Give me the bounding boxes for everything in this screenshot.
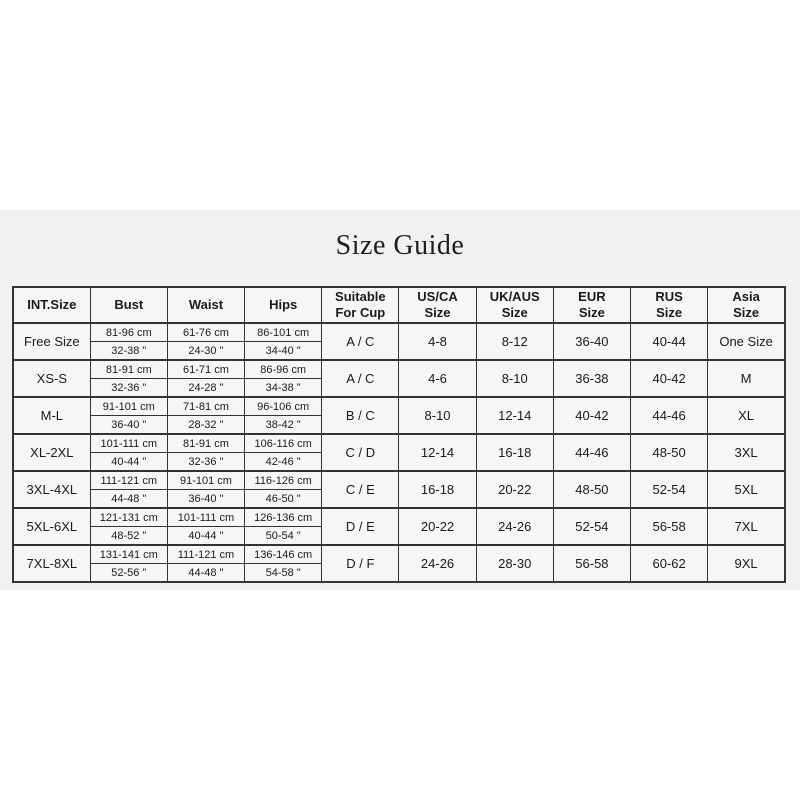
cell-bust-in: 32-38 " <box>90 342 167 361</box>
page-title: Size Guide <box>335 230 465 261</box>
cell-cup: C / D <box>322 434 399 471</box>
cell-waist-in: 44-48 " <box>167 564 244 583</box>
col-header-rus: RUS Size <box>631 287 708 323</box>
table-row <box>13 360 785 379</box>
cell-hips-in: 46-50 " <box>245 490 322 509</box>
cell-bust-cm: 81-91 cm <box>90 360 167 379</box>
cell-uk-aus: 24-26 <box>476 508 553 545</box>
cell-bust-in: 48-52 " <box>90 527 167 546</box>
cell-eur: 36-38 <box>553 360 630 397</box>
cell-bust-cm: 131-141 cm <box>90 545 167 564</box>
col-header-hips: Hips <box>245 287 322 323</box>
cell-hips-cm: 106-116 cm <box>245 434 322 453</box>
cell-uk-aus: 20-22 <box>476 471 553 508</box>
col-header-bust: Bust <box>90 287 167 323</box>
cell-eur: 40-42 <box>553 397 630 434</box>
cell-asia: One Size <box>708 323 785 360</box>
cell-bust-in: 40-44 " <box>90 453 167 472</box>
cell-asia: 3XL <box>708 434 785 471</box>
cell-rus: 40-42 <box>631 360 708 397</box>
cell-hips-cm: 86-96 cm <box>245 360 322 379</box>
cell-us-ca: 4-8 <box>399 323 476 360</box>
cell-hips-in: 38-42 " <box>245 416 322 435</box>
cell-bust-cm: 91-101 cm <box>90 397 167 416</box>
cell-cup: C / E <box>322 471 399 508</box>
cell-bust-in: 52-56 " <box>90 564 167 583</box>
cell-waist-cm: 71-81 cm <box>167 397 244 416</box>
cell-int-size: 3XL-4XL <box>13 471 90 508</box>
cell-waist-in: 36-40 " <box>167 490 244 509</box>
col-header-cup: Suitable For Cup <box>322 287 399 323</box>
cell-hips-in: 42-46 " <box>245 453 322 472</box>
cell-cup: D / E <box>322 508 399 545</box>
col-header-us-ca: US/CA Size <box>399 287 476 323</box>
table-row <box>13 434 785 453</box>
cell-uk-aus: 16-18 <box>476 434 553 471</box>
cell-uk-aus: 8-10 <box>476 360 553 397</box>
table-row <box>13 545 785 564</box>
cell-waist-cm: 61-71 cm <box>167 360 244 379</box>
cell-bust-cm: 111-121 cm <box>90 471 167 490</box>
cell-bust-cm: 81-96 cm <box>90 323 167 342</box>
cell-uk-aus: 12-14 <box>476 397 553 434</box>
cell-hips-cm: 136-146 cm <box>245 545 322 564</box>
table-header-row <box>13 287 785 323</box>
cell-eur: 36-40 <box>553 323 630 360</box>
cell-int-size: 5XL-6XL <box>13 508 90 545</box>
table-row <box>13 508 785 527</box>
cell-hips-cm: 126-136 cm <box>245 508 322 527</box>
cell-cup: A / C <box>322 360 399 397</box>
table-row <box>13 323 785 342</box>
cell-hips-in: 34-38 " <box>245 379 322 398</box>
cell-eur: 56-58 <box>553 545 630 582</box>
cell-asia: 9XL <box>708 545 785 582</box>
cell-waist-cm: 81-91 cm <box>167 434 244 453</box>
cell-waist-in: 28-32 " <box>167 416 244 435</box>
cell-hips-in: 50-54 " <box>245 527 322 546</box>
cell-eur: 48-50 <box>553 471 630 508</box>
cell-waist-in: 24-30 " <box>167 342 244 361</box>
cell-rus: 52-54 <box>631 471 708 508</box>
cell-asia: XL <box>708 397 785 434</box>
cell-int-size: Free Size <box>13 323 90 360</box>
cell-int-size: XS-S <box>13 360 90 397</box>
cell-int-size: M-L <box>13 397 90 434</box>
cell-hips-in: 54-58 " <box>245 564 322 583</box>
cell-us-ca: 16-18 <box>399 471 476 508</box>
cell-bust-cm: 121-131 cm <box>90 508 167 527</box>
cell-hips-cm: 86-101 cm <box>245 323 322 342</box>
table-row <box>13 397 785 416</box>
cell-rus: 44-46 <box>631 397 708 434</box>
cell-asia: 7XL <box>708 508 785 545</box>
cell-eur: 44-46 <box>553 434 630 471</box>
col-header-int-size: INT.Size <box>13 287 90 323</box>
cell-cup: B / C <box>322 397 399 434</box>
cell-bust-cm: 101-111 cm <box>90 434 167 453</box>
col-header-uk-aus: UK/AUS Size <box>476 287 553 323</box>
cell-rus: 40-44 <box>631 323 708 360</box>
cell-asia: 5XL <box>708 471 785 508</box>
cell-uk-aus: 28-30 <box>476 545 553 582</box>
cell-us-ca: 20-22 <box>399 508 476 545</box>
cell-waist-cm: 61-76 cm <box>167 323 244 342</box>
cell-rus: 60-62 <box>631 545 708 582</box>
cell-waist-cm: 91-101 cm <box>167 471 244 490</box>
col-header-asia: Asia Size <box>708 287 785 323</box>
cell-bust-in: 44-48 " <box>90 490 167 509</box>
cell-waist-in: 24-28 " <box>167 379 244 398</box>
cell-cup: A / C <box>322 323 399 360</box>
cell-us-ca: 8-10 <box>399 397 476 434</box>
table-row <box>13 471 785 490</box>
cell-waist-in: 32-36 " <box>167 453 244 472</box>
cell-bust-in: 36-40 " <box>90 416 167 435</box>
cell-uk-aus: 8-12 <box>476 323 553 360</box>
cell-rus: 48-50 <box>631 434 708 471</box>
cell-waist-cm: 111-121 cm <box>167 545 244 564</box>
cell-int-size: 7XL-8XL <box>13 545 90 582</box>
cell-rus: 56-58 <box>631 508 708 545</box>
cell-int-size: XL-2XL <box>13 434 90 471</box>
cell-cup: D / F <box>322 545 399 582</box>
cell-hips-cm: 96-106 cm <box>245 397 322 416</box>
cell-hips-in: 34-40 " <box>245 342 322 361</box>
cell-bust-in: 32-36 " <box>90 379 167 398</box>
size-guide-table <box>12 286 786 583</box>
cell-waist-in: 40-44 " <box>167 527 244 546</box>
cell-hips-cm: 116-126 cm <box>245 471 322 490</box>
col-header-waist: Waist <box>167 287 244 323</box>
cell-us-ca: 4-6 <box>399 360 476 397</box>
cell-eur: 52-54 <box>553 508 630 545</box>
cell-us-ca: 24-26 <box>399 545 476 582</box>
col-header-eur: EUR Size <box>553 287 630 323</box>
cell-waist-cm: 101-111 cm <box>167 508 244 527</box>
cell-us-ca: 12-14 <box>399 434 476 471</box>
cell-asia: M <box>708 360 785 397</box>
